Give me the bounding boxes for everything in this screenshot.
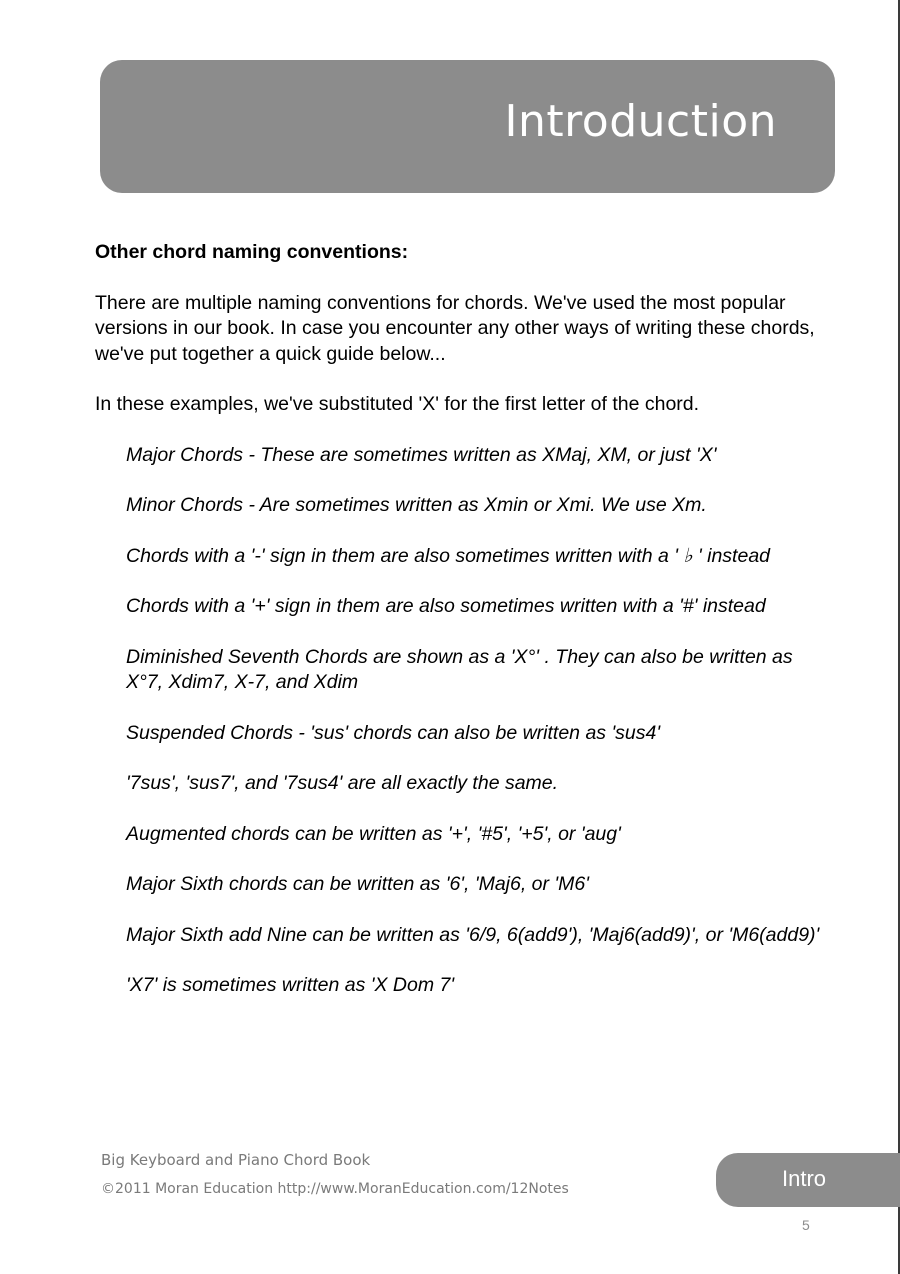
convention-item: Augmented chords can be written as '+', '#5', '+5', or 'aug': [126, 822, 621, 845]
substitution-note: In these examples, we've substituted 'X' for the first letter of the chord.: [95, 393, 700, 415]
convention-item: Minor Chords - Are sometimes written as Xmin or Xmi. We use Xm.: [126, 494, 707, 516]
convention-item: Chords with a '-' sign in them are also sometimes written with a ' ♭ ' instead: [126, 544, 771, 567]
intro-paragraph: There are multiple naming conventions for chords. We've used the most popular versions in our book. In case you encounter any other ways of writing these chords, we've put together a quick guide below...: [95, 291, 815, 365]
page-number: 5: [802, 1217, 810, 1233]
footer-copyright: ©2011 Moran Education http://www.MoranEducation.com/12Notes: [101, 1181, 569, 1197]
convention-item: Chords with a '+' sign in them are also sometimes written with a '#' instead: [126, 595, 766, 617]
section-tab: [716, 1153, 900, 1207]
convention-item: Major Sixth add Nine can be written as '6/9, 6(add9'), 'Maj6(add9)', or 'M6(add9)': [126, 923, 820, 946]
convention-item: 'X7' is sometimes written as 'X Dom 7': [126, 974, 455, 996]
convention-item: Major Chords - These are sometimes written as XMaj, XM, or just 'X': [126, 443, 717, 466]
convention-item: Diminished Seventh Chords are shown as a 'X°' . They can also be written as X°7, Xdim7, X-7, and Xdim: [126, 645, 793, 693]
convention-item: '7sus', 'sus7', and '7sus4' are all exactly the same.: [126, 772, 559, 794]
convention-item: Suspended Chords - 'sus' chords can also be written as 'sus4': [126, 721, 661, 744]
conventions-list: [95, 443, 825, 999]
main-content: [95, 240, 825, 1024]
footer-book-title: Big Keyboard and Piano Chord Book: [101, 1151, 371, 1169]
section-heading: Other chord naming conventions:: [95, 241, 409, 263]
header-banner: [100, 60, 835, 193]
page-title: Introduction: [504, 96, 777, 147]
convention-item: Major Sixth chords can be written as '6', 'Maj6, or 'M6': [126, 873, 589, 895]
section-tab-label: Intro: [782, 1166, 827, 1191]
